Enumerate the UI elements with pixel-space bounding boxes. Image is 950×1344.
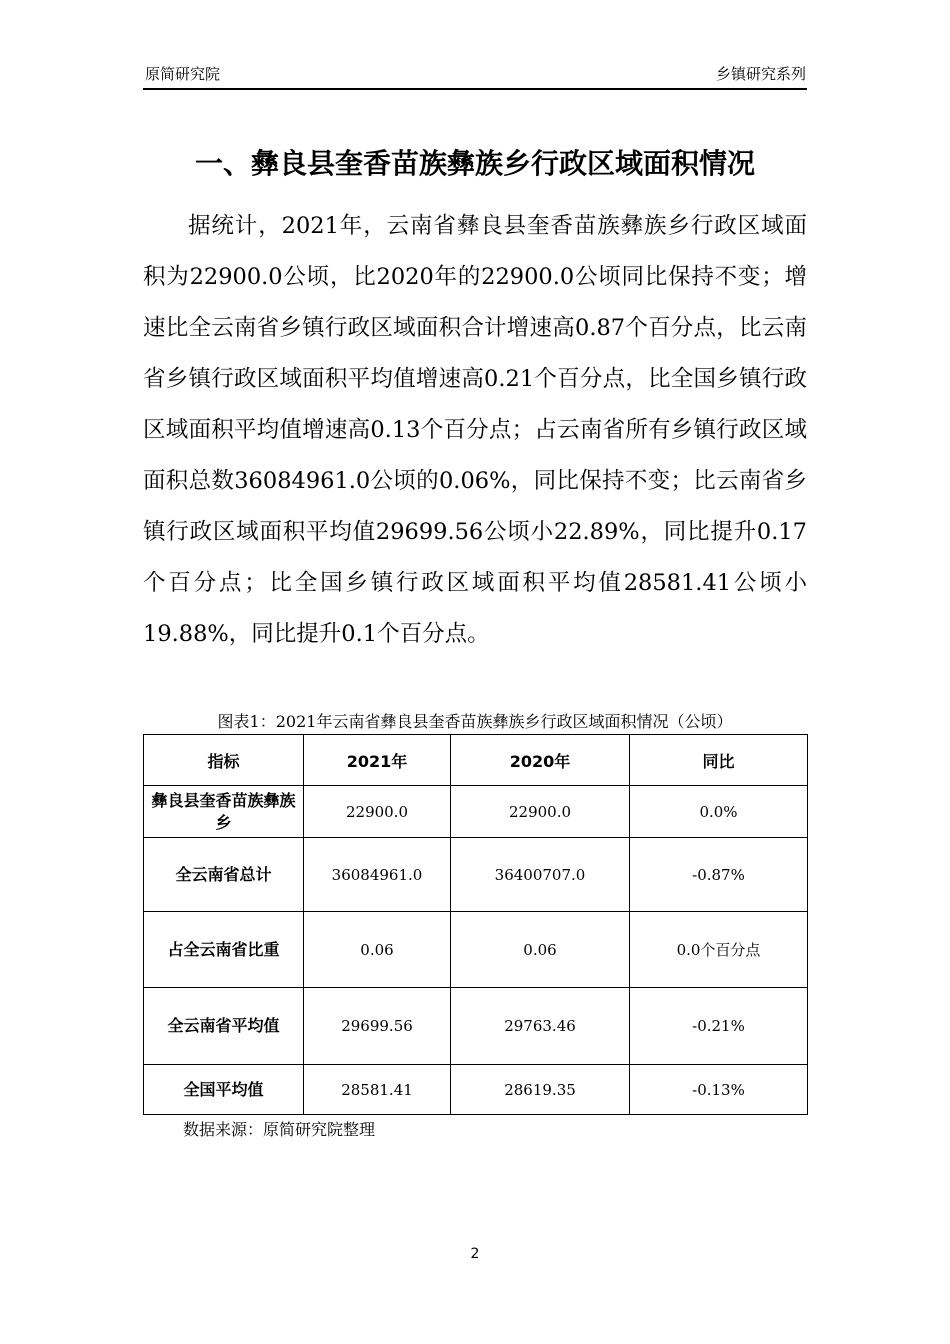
row-label: 全国平均值 [144,1065,304,1115]
value-2020: 29763.46 [451,988,630,1065]
value-2021: 22900.0 [304,786,451,838]
value-2020: 28619.35 [451,1065,630,1115]
value-2020: 22900.0 [451,786,630,838]
data-source-note: 数据来源：原简研究院整理 [183,1120,376,1139]
value-2020: 0.06 [451,912,630,988]
row-label: 全云南省平均值 [144,988,304,1065]
table-row [144,838,808,912]
table-row [144,912,808,988]
header-2020: 2020年 [451,735,630,786]
table-row [144,1065,808,1115]
value-yoy: -0.13% [630,1065,808,1115]
value-yoy: -0.87% [630,838,808,912]
header-divider [143,88,807,90]
row-label: 彝良县奎香苗族彝族乡 [144,786,304,838]
table-header-row [144,735,808,786]
value-2020: 36400707.0 [451,838,630,912]
body-paragraph: 据统计，2021年，云南省彝良县奎香苗族彝族乡行政区域面积为22900.0公顷，比2020年的22900.0公顷同比保持不变；增速比全云南省乡镇行政区域面积合计增速高0.87个百分点，比云南省乡镇行政区域面积平均值增速高0.21个百分点，比全国乡镇行政区域面积平均值增速高0.13个百分点；占云南省所有乡镇行政区域面积总数36084961.0公顷的0.06%，同比保持不变；比云南省乡镇行政区域面积平均值29699.56公顷小22.89%，同比提升0.17个百分点；比全国乡镇行政区域面积平均值28581.41公顷小19.88%，同比提升0.1个百分点。 [143,213,807,647]
page-number: 2 [470,1246,480,1262]
value-yoy: -0.21% [630,988,808,1065]
value-2021: 0.06 [304,912,451,988]
area-table [143,734,808,1115]
section-title: 一、彝良县奎香苗族彝族乡行政区域面积情况 [194,147,755,180]
table-caption: 图表1：2021年云南省彝良县奎香苗族彝族乡行政区域面积情况（公顷） [217,712,733,731]
header-left-org: 原简研究院 [145,65,221,83]
table-row [144,786,808,838]
value-yoy: 0.0个百分点 [630,912,808,988]
header-2021: 2021年 [304,735,451,786]
header-yoy: 同比 [630,735,808,786]
value-2021: 36084961.0 [304,838,451,912]
header-indicator: 指标 [144,735,304,786]
value-2021: 29699.56 [304,988,451,1065]
header-right-series: 乡镇研究系列 [715,65,806,83]
table-row [144,988,808,1065]
row-label: 全云南省总计 [144,838,304,912]
row-label: 占全云南省比重 [144,912,304,988]
value-2021: 28581.41 [304,1065,451,1115]
value-yoy: 0.0% [630,786,808,838]
